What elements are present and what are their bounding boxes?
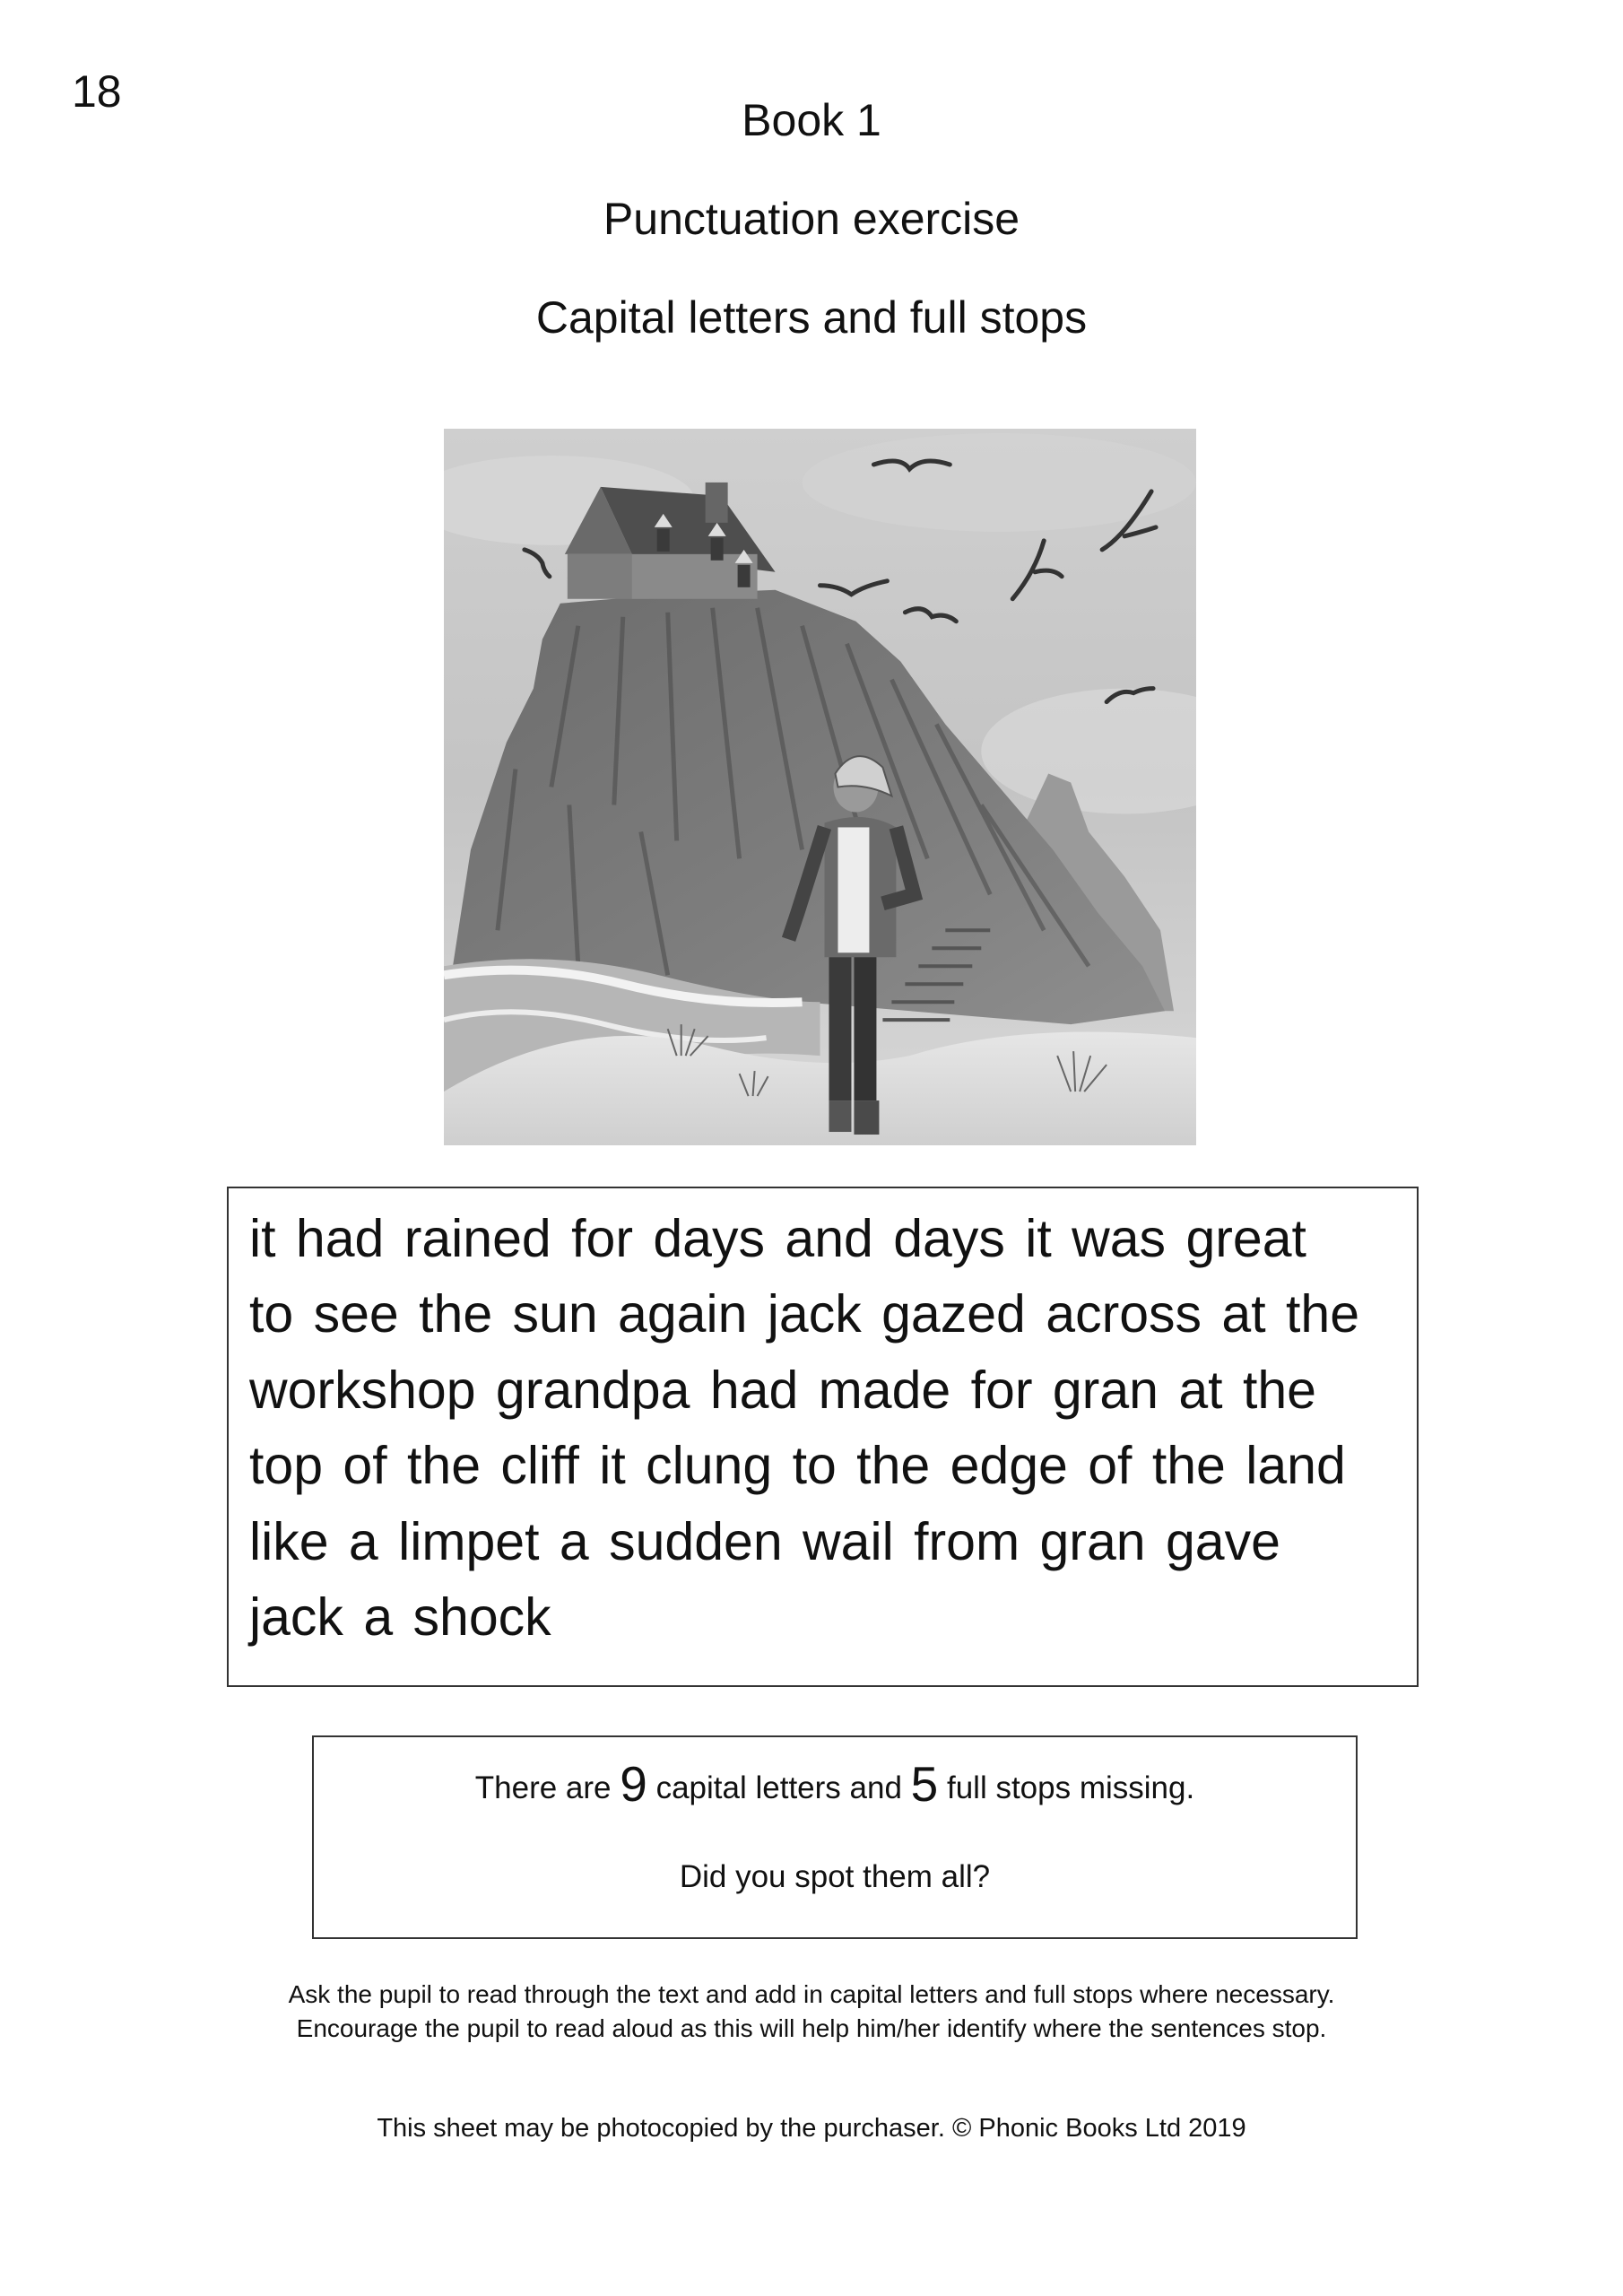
missing-count-line bbox=[314, 1757, 1356, 1815]
exercise-line: jack a shock bbox=[249, 1587, 551, 1647]
hint-suffix: full stops missing. bbox=[946, 1770, 1195, 1805]
hint-prefix: There are bbox=[474, 1770, 612, 1805]
cliff-house-illustration bbox=[444, 429, 1196, 1145]
teacher-instruction-line-1: Ask the pupil to read through the text and add in capital letters and full stops where necessary. bbox=[288, 1980, 1335, 2008]
exercise-text-box bbox=[227, 1187, 1419, 1687]
exercise-line: like a limpet a sudden wail from gran gave bbox=[249, 1511, 1280, 1571]
illustration-image bbox=[444, 429, 1196, 1145]
spot-them-question: Did you spot them all? bbox=[679, 1859, 991, 1894]
hint-middle: capital letters and bbox=[655, 1770, 902, 1805]
capital-count: 9 bbox=[620, 1756, 647, 1812]
exercise-heading: Capital letters and full stops bbox=[535, 292, 1088, 343]
exercise-line: top of the cliff it clung to the edge of the land bbox=[249, 1436, 1346, 1496]
teacher-instruction-line-2: Encourage the pupil to read aloud as this will help him/her identify where the sentences stop. bbox=[296, 2014, 1327, 2042]
page-number: 18 bbox=[72, 66, 122, 117]
book-title: Book 1 bbox=[742, 95, 881, 145]
exercise-subtitle: Punctuation exercise bbox=[603, 194, 1020, 244]
copyright-footer: This sheet may be photocopied by the purchaser. © Phonic Books Ltd 2019 bbox=[377, 2114, 1246, 2143]
hint-box bbox=[312, 1735, 1358, 1939]
exercise-line: it had rained for days and days it was great bbox=[249, 1209, 1306, 1268]
full-stop-count: 5 bbox=[910, 1756, 939, 1812]
exercise-line: to see the sun again jack gazed across at the bbox=[249, 1284, 1360, 1344]
exercise-line: workshop grandpa had made for gran at the bbox=[249, 1360, 1316, 1420]
